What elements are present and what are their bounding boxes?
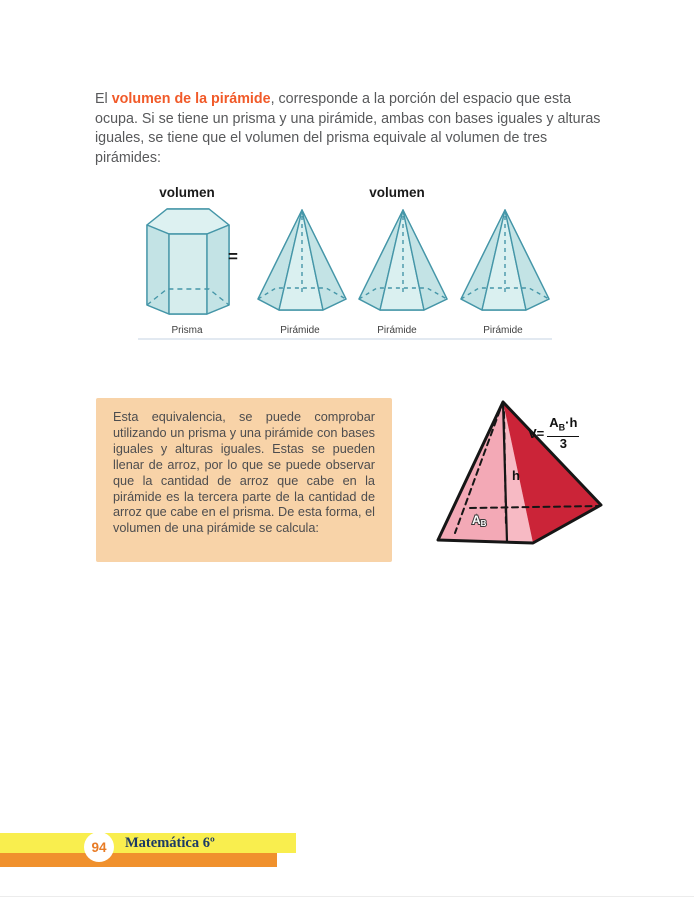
intro-prefix: El [95,91,112,107]
formula-fraction [547,416,579,451]
formula-lhs: V= [528,425,545,441]
note-text: Esta equivalencia, se puede comprobar utilizando un prisma y una pirámide con bases iguales y alturas iguales. Estas se pueden llenar de arroz, por lo que se puede observar que la cantidad de arroz que cabe en la pirámide es la tercera parte de la cantidad de arroz que cabe en el prisma. De esta forma, el volumen de una pirámide se calcula: [113,410,375,536]
intro-highlight: volumen de la pirámide [111,91,271,107]
intro-paragraph [95,90,617,168]
pyramid-illustration-1 [255,207,349,324]
page-number: 94 [91,839,107,855]
volume-formula-figure [430,388,616,548]
prism-caption: Prisma [171,325,203,336]
pyramid-illustration-2 [356,207,450,324]
volume-formula [528,416,579,451]
volume-label-right: volumen [369,185,425,200]
red-pyramid-illustration [430,388,616,548]
note-box [96,398,392,562]
formula-numerator: $A_B\cdot h$ [547,416,579,437]
intro-body: , corresponde a la porción del espacio que esta ocupa. Si se tiene un prisma y una pirámide, ambas con bases iguales y alturas iguales, se tiene que el volumen del prisma equivale al volumen de tres pirámides: [95,91,601,166]
formula-denominator: 3 [559,435,567,451]
pyramid-caption-2: Pirámide [377,325,417,336]
equals-sign: = [228,247,238,266]
equivalence-figure [130,185,554,343]
subject-title: Matemática 6º [125,835,215,851]
height-label: h [512,468,520,483]
prism-illustration [144,203,232,325]
figure-bottom-rule [138,338,552,340]
pyramid-illustration-3 [458,207,552,324]
pyramid-caption-1: Pirámide [280,325,320,336]
page-bottom-edge [0,896,694,897]
base-area-label: AB [472,513,487,528]
volume-label-left: volumen [159,185,215,200]
page-number-badge [84,832,114,862]
footer-bar-orange [0,853,277,867]
pyramid-caption-3: Pirámide [483,325,523,336]
